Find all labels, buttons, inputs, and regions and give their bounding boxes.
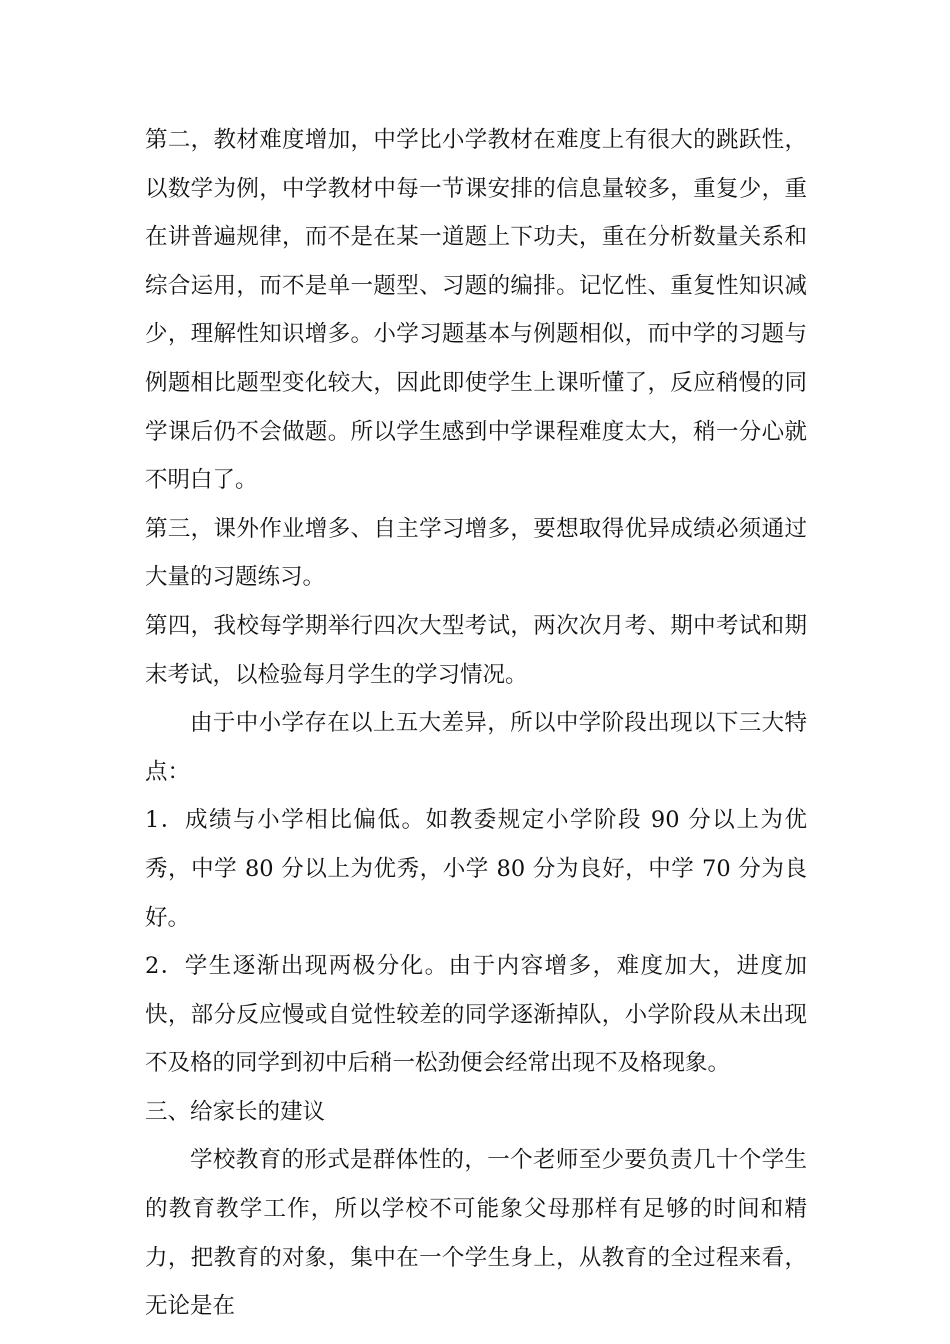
paragraph-third-point: 第三，课外作业增多、自主学习增多，要想取得优异成绩必须通过大量的习题练习。 (145, 515, 807, 591)
list-item-1: 1．成绩与小学相比偏低。如教委规定小学阶段 90 分以上为优秀，中学 80 分以上为优秀，小学 80 分为良好，中学 70 分为良好。 (145, 807, 807, 931)
list-item-2: 2．学生逐渐出现两极分化。由于内容增多，难度加大，进度加快，部分反应慢或自觉性较差的同学逐渐掉队，小学阶段从未出现不及格的同学到初中后稍一松劲便会经常出现不及格现象。 (145, 953, 807, 1077)
paragraph-summary: 由于中小学存在以上五大差异，所以中学阶段出现以下三大特点： (145, 710, 807, 785)
paragraph-fourth-point: 第四，我校每学期举行四次大型考试，两次次月考、期中考试和期末考试，以检验每月学生的学习情况。 (145, 612, 807, 688)
paragraph-second-point: 第二，教材难度增加，中学比小学教材在难度上有很大的跳跃性，以数学为例，中学教材中每一节课安排的信息量较多，重复少，重在讲普遍规律，而不是在某一道题上下功夫，重在分析数量关系和综合运用，而不是单一题型、习题的编排。记忆性、重复性知识减少，理解性知识增多。小学习题基本与例题相似，而中学的习题与例题相比题型变化较大，因此即使学生上课听懂了，反应稍慢的同学课后仍不会做题。所以学生感到中学课程难度太大，稍一分心就不明白了。 (145, 127, 807, 494)
paragraph-advice: 学校教育的形式是群体性的，一个老师至少要负责几十个学生的教育教学工作，所以学校不可能象父母那样有足够的时间和精力，把教育的对象，集中在一个学生身上，从教育的全过程来看，无论是在 (145, 1147, 807, 1320)
section-heading: 三、给家长的建议 (145, 1098, 326, 1125)
document-body (145, 116, 807, 1331)
